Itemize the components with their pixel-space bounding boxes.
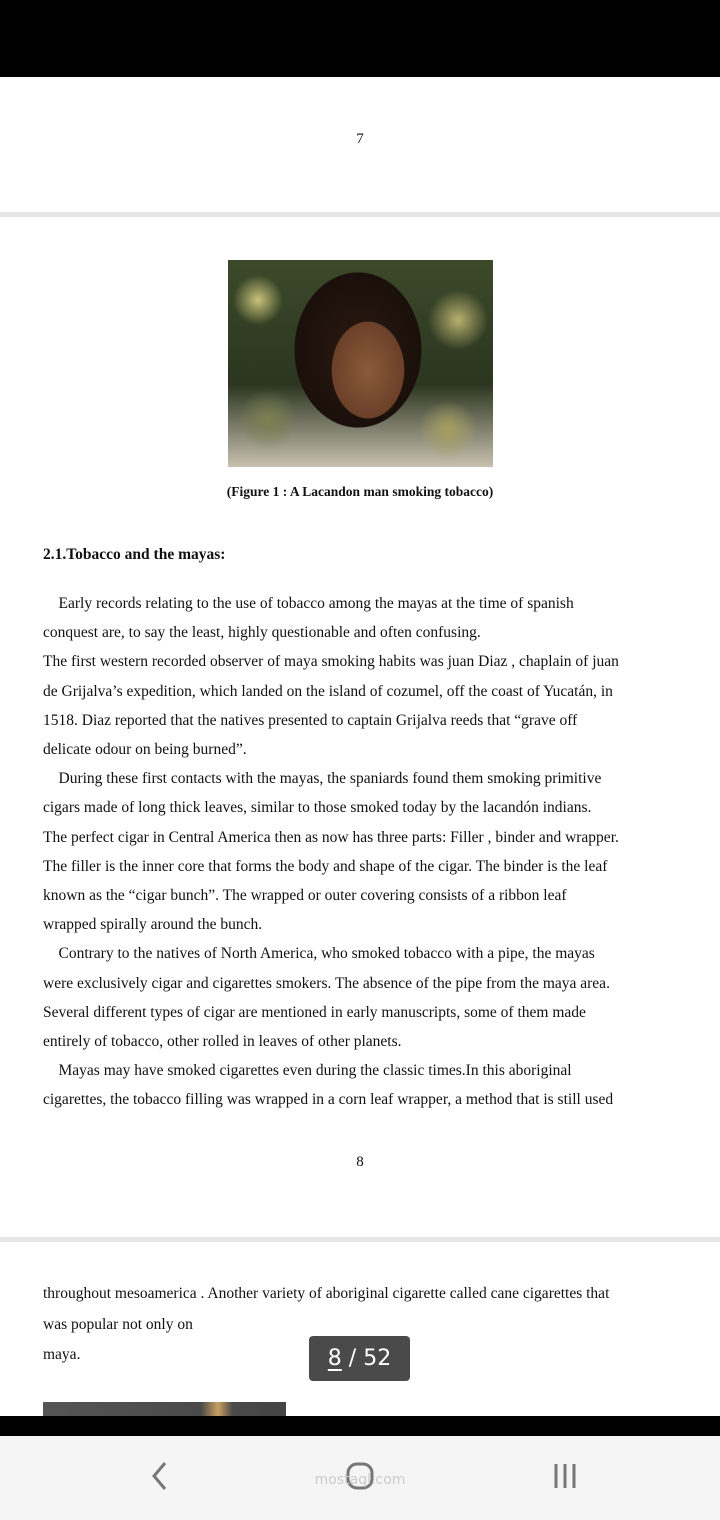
text-line: The filler is the inner core that forms the body and shape of the cigar. The binder is the leaf — [43, 857, 608, 875]
text-line: throughout mesoamerica . Another variety of aboriginal cigarette called cane cigarettes that — [43, 1285, 610, 1302]
text-line: entirely of tobacco, other rolled in leaves of other planets. — [43, 1033, 402, 1050]
text-line: de Grijalva’s expedition, which landed on the island of cozumel, off the coast of Yucatán, in — [43, 682, 613, 700]
page-number: 8 — [356, 1154, 364, 1170]
text-line: Mayas may have smoked cigarettes even during the classic times.In this aboriginal — [43, 1062, 572, 1080]
back-button[interactable] — [140, 1456, 180, 1496]
text-line: was popular not only on — [43, 1315, 193, 1333]
text-line: were exclusively cigar and cigarettes smokers. The absence of the pipe from the maya area. — [43, 974, 610, 992]
figure-image-partial — [43, 1402, 286, 1416]
figure-caption: (Figure 1 : A Lacandon man smoking tobacco) — [226, 484, 494, 499]
text-line: wrapped spirally around the bunch. — [43, 916, 263, 934]
text-line: conquest are, to say the least, highly questionable and often confusing. — [43, 624, 481, 642]
text-line: known as the “cigar bunch”. The wrapped or outer covering consists of a ribbon leaf — [43, 887, 567, 904]
current-page: 8 — [327, 1346, 342, 1371]
bottom-black-bar — [0, 1416, 720, 1436]
status-bar — [0, 0, 720, 77]
home-button[interactable] — [310, 1456, 410, 1496]
recent-apps-icon — [550, 1461, 580, 1491]
page-indicator — [309, 1336, 410, 1381]
recent-apps-button[interactable] — [545, 1456, 585, 1496]
text-line: The perfect cigar in Central America then as now has three parts: Filler , binder and wrapper. — [43, 828, 619, 846]
text-line: During these first contacts with the mayas, the spaniards found them smoking primitive — [43, 770, 602, 788]
text-line: The first western recorded observer of maya smoking habits was juan Diaz , chaplain of juan — [43, 653, 619, 671]
text-line: Early records relating to the use of tobacco among the mayas at the time of spanish — [43, 595, 574, 612]
total-pages: 52 — [363, 1346, 392, 1371]
text-line: 1518. Diaz reported that the natives presented to captain Grijalva reeds that “grave off — [43, 711, 578, 729]
figure-image — [228, 260, 493, 467]
page-divider — [0, 1237, 720, 1242]
text-line: maya. — [43, 1346, 81, 1363]
page-divider — [0, 212, 720, 217]
text-line: cigars made of long thick leaves, similar to those smoked today by the lacandón indians. — [43, 799, 592, 817]
back-icon — [150, 1460, 170, 1492]
text-line: cigarettes, the tobacco filling was wrapped in a corn leaf wrapper, a method that is still used — [43, 1091, 614, 1109]
section-heading: 2.1.Tobacco and the mayas: — [43, 546, 226, 563]
navigation-bar — [0, 1436, 720, 1520]
page-number: 7 — [356, 131, 364, 147]
text-line: delicate odour on being burned”. — [43, 741, 247, 758]
text-line: Contrary to the natives of North America, who smoked tobacco with a pipe, the mayas — [43, 945, 595, 963]
text-line: Several different types of cigar are mentioned in early manuscripts, some of them made — [43, 1003, 586, 1021]
page-separator: / — [341, 1346, 364, 1371]
watermark: mostaql.com — [314, 1472, 406, 1488]
